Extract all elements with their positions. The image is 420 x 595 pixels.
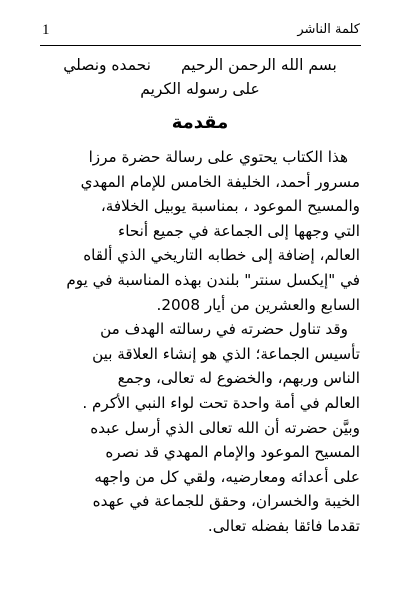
page-number: 1 [42,22,50,38]
opening-line-1 [40,53,360,77]
body-line: تأسيس الجماعة؛ الذي هو إنشاء العلاقة بين [92,344,360,363]
body-line: هذا الكتاب يحتوي على رسالة حضرة مرزا [88,148,348,166]
body-line: الناس وربهم، والخضوع له تعالى، وجمع [117,369,360,388]
body-line: الخيبة والخسران، وحقق للجماعة في عهده [92,492,360,511]
section-heading: مقدمة [171,112,229,133]
body-line: تقدما فائقا بفضله تعالى. [207,516,360,535]
body-line: العالم في أمة واحدة تحت لواء النبي الأكرم . [82,393,360,412]
body-line: في "إيكسل سنتر" بلندن بهذه المناسبة في يوم [66,270,360,289]
body-line: المسيح الموعود والإمام المهدي قد نصره [105,443,360,462]
body-paragraphs [40,145,360,539]
body-line: والمسيح الموعود ، بمناسبة يوبيل الخلافة، [100,197,360,216]
body-line: العالم، إضافة إلى خطابه التاريخي الذي ألقاه [83,246,360,265]
body-line: السابع والعشرين من أيار 2008. [156,295,360,314]
running-header [40,22,360,44]
opening-praise: نحمده ونصلي [63,56,151,74]
body-line: وبيَّن حضرته أن الله تعالى الذي أرسل عبده [90,418,360,437]
body-line: وقد تناول حضرته في رسالته الهدف من [100,320,348,339]
opening-line-2: على رسوله الكريم [140,80,260,98]
running-header-title: كلمة الناشر [297,22,360,37]
body-line: مسرور أحمد، الخليفة الخامس للإمام المهدي [80,172,360,191]
header-rule [40,45,361,46]
body-line: التي وجهها إلى الجماعة في جميع أنحاء [118,221,360,240]
body-line: على أعدائه ومعارضيه، ولقي كل من واجهه [94,467,360,486]
opening-basmala: بسم الله الرحمن الرحيم [180,56,337,74]
opening-invocation [40,53,360,101]
